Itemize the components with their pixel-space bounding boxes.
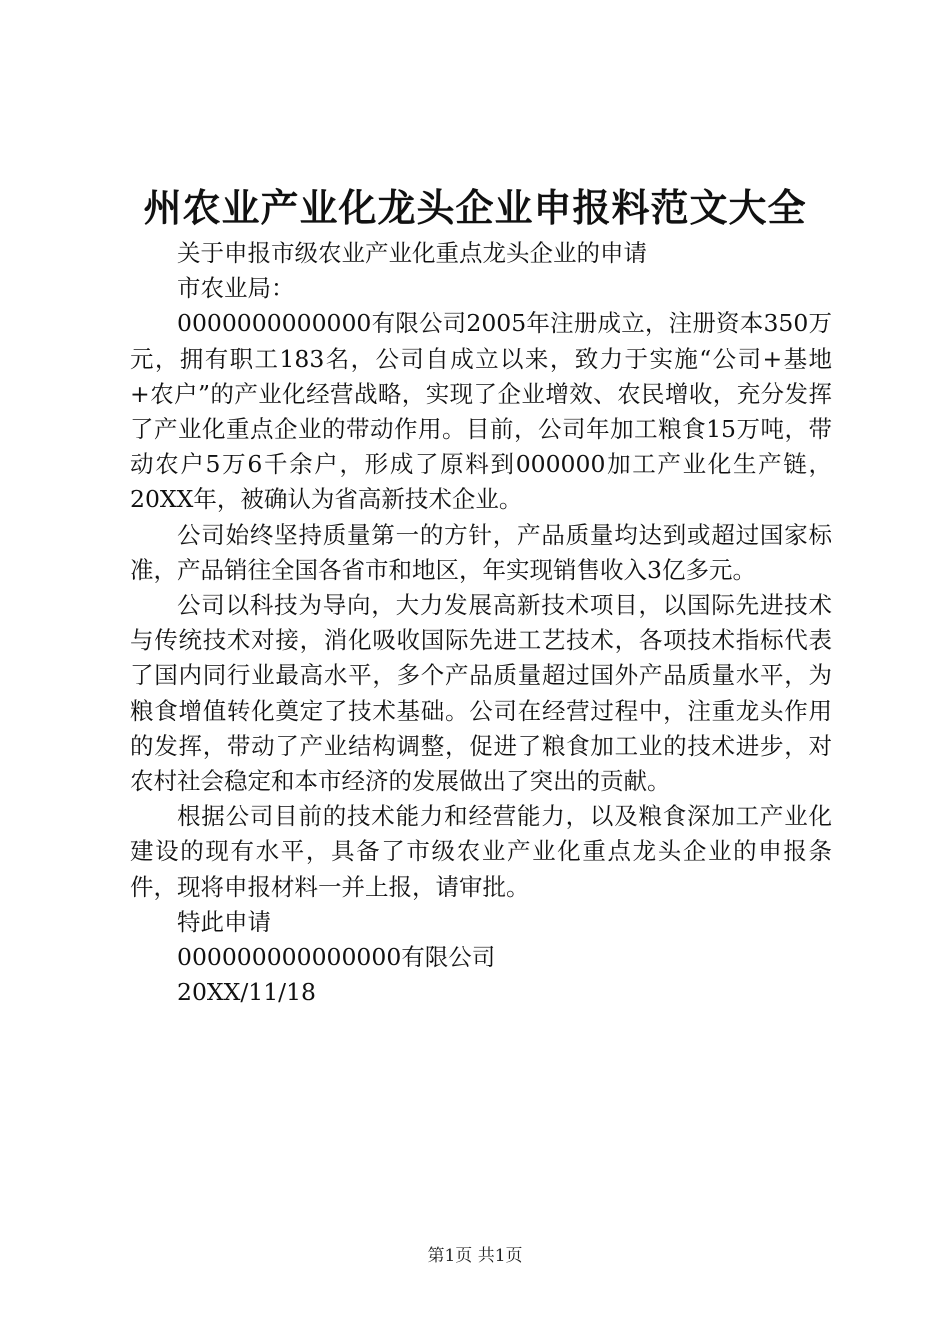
document-body [130,236,832,1010]
page-number-footer: 第1页 共1页 [427,1246,523,1266]
closing-line: 特此申请 [177,907,271,936]
paragraph-application: 根据公司目前的技术能力和经营能力，以及粮食深加工产业化建设的现有水平，具备了市级农业产业化重点龙头企业的申报条件，现将申报材料一并上报，请审批。 [130,802,832,901]
paragraph-quality: 公司始终坚持质量第一的方针，产品质量均达到或超过国家标准，产品销往全国各省市和地区，年实现销售收入3亿多元。 [130,520,832,584]
document-title: 州农业产业化龙头企业申报料范文大全 [143,185,807,230]
signature-line: 000000000000000有限公司 [177,943,496,972]
paragraph-technology: 公司以科技为导向，大力发展高新技术项目，以国际先进技术与传统技术对接，消化吸收国际先进工艺技术，各项技术指标代表了国内同行业最高水平，多个产品质量超过国外产品质量水平，为粮食增值转化奠定了技术基础。公司在经营过程中，注重龙头作用的发挥，带动了产业结构调整，促进了粮食加工业的技术进步，对农村社会稳定和本市经济的发展做出了突出的贡献。 [130,591,832,796]
paragraph-company-intro: 0000000000000有限公司2005年注册成立，注册资本350万元，拥有职工183名，公司自成立以来，致力于实施“公司+基地+农户”的产业化经营战略，实现了企业增效、农民增收，充分发挥了产业化重点企业的带动作用。目前，公司年加工粮食15万吨，带动农户5万6千余户，形成了原料到000000加工产业化生产链，20XX年，被确认为省高新技术企业。 [130,309,832,514]
document-subtitle: 关于申报市级农业产业化重点龙头企业的申请 [177,239,647,267]
date-line: 20XX/11/18 [177,978,317,1007]
recipient-line: 市农业局： [177,274,295,303]
